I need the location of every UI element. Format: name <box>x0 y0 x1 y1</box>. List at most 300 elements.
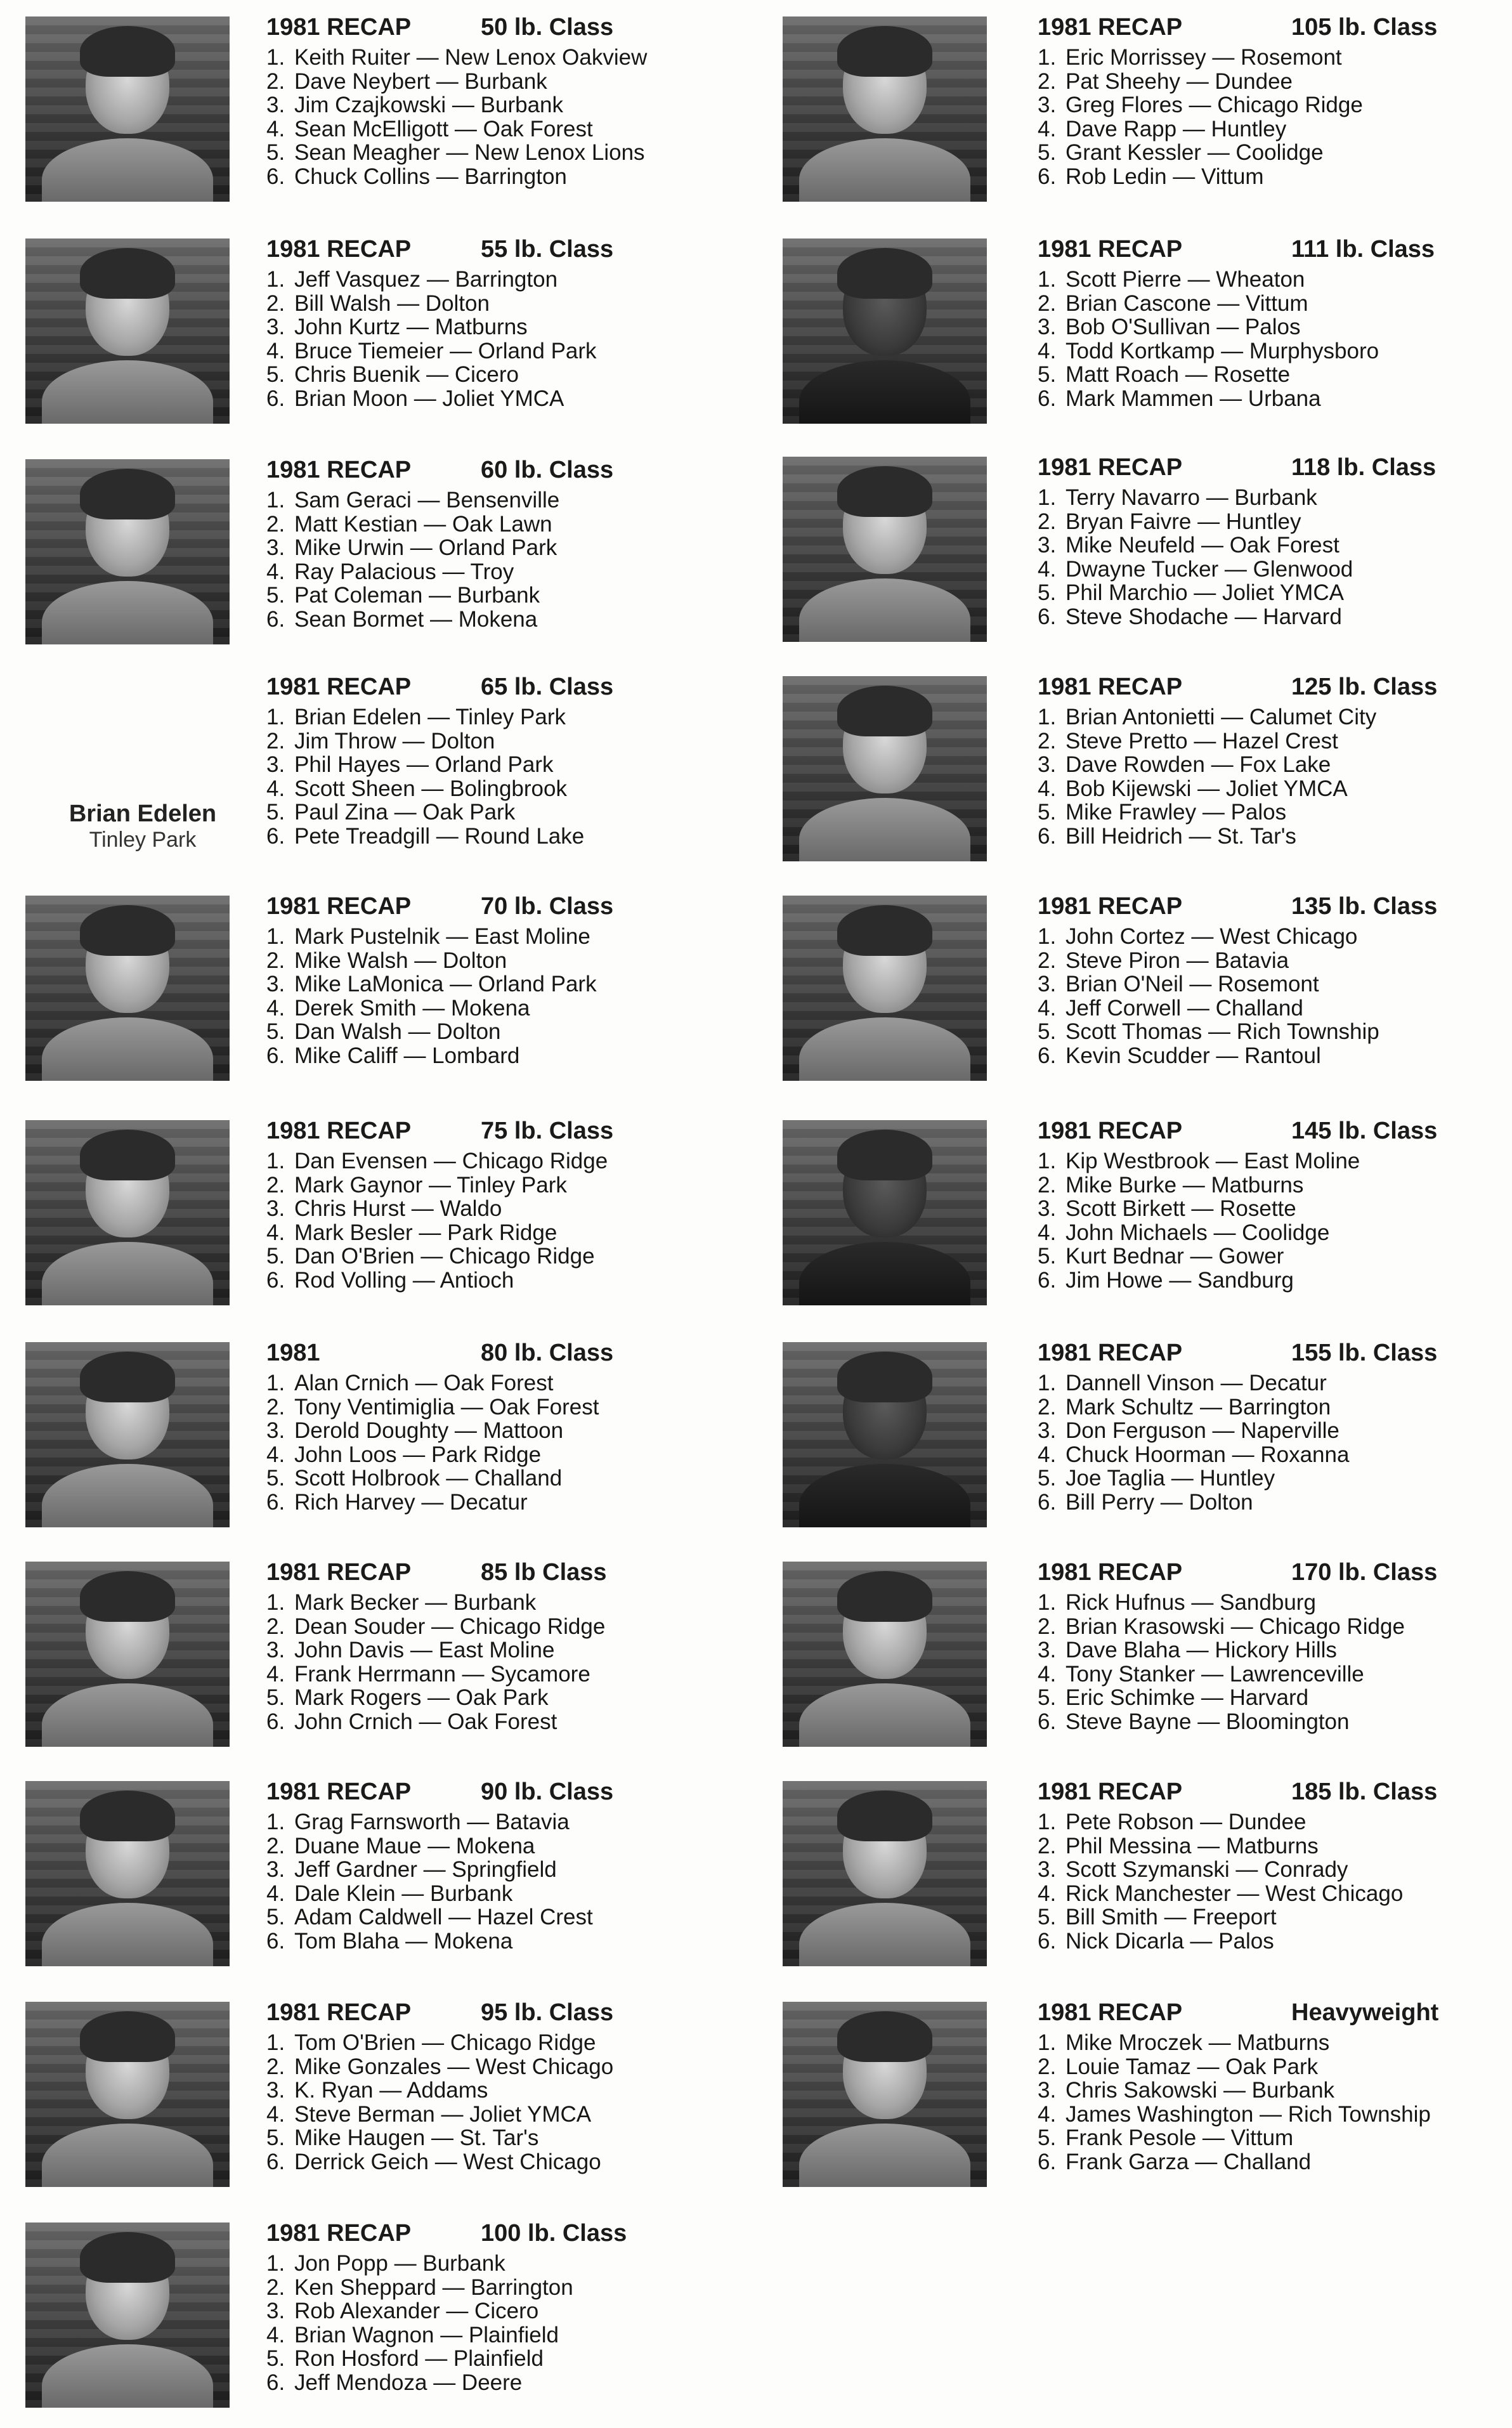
placing-row <box>1038 1905 1403 1929</box>
wrestler-photo <box>783 1562 987 1747</box>
wrestler-and-club: Steve Piron — Batavia <box>1066 948 1289 973</box>
results-text <box>266 14 647 189</box>
wrestler-and-club: Dale Klein — Burbank <box>294 1881 513 1906</box>
placings-list <box>1038 268 1379 411</box>
wrestler-photo-torso <box>42 1903 213 1966</box>
wrestler-photo-torso <box>42 1683 213 1747</box>
wrestler-and-club: Dwayne Tucker — Glenwood <box>1066 556 1353 582</box>
place-number: 5. <box>1038 362 1057 388</box>
recap-title: 1981 RECAP <box>266 1559 412 1586</box>
class-header <box>266 14 647 46</box>
wrestler-and-club: Paul Zina — Oak Park <box>294 800 516 825</box>
weight-class-label: 95 lb. Class <box>481 1999 614 2026</box>
placing-row <box>266 46 647 70</box>
results-text <box>1038 14 1438 189</box>
placing-row <box>1038 46 1363 70</box>
place-number: 2. <box>1038 948 1057 973</box>
placing-row <box>266 753 584 777</box>
placing-row <box>1038 1173 1360 1198</box>
placing-row <box>266 1395 599 1420</box>
place-number: 1. <box>266 2251 285 2276</box>
placings-list <box>1038 46 1363 189</box>
wrestler-and-club: Derold Doughty — Mattoon <box>294 1418 564 1444</box>
placings-list <box>266 2031 613 2174</box>
placing-row <box>266 1662 605 1687</box>
class-header <box>1038 1779 1438 1810</box>
wrestler-and-club: Louie Tamaz — Oak Park <box>1066 2054 1319 2079</box>
place-number: 2. <box>266 69 285 94</box>
place-number: 2. <box>266 1394 285 1420</box>
place-number: 4. <box>1038 1220 1057 1245</box>
placing-row <box>266 996 597 1021</box>
placing-row <box>266 1929 593 1954</box>
place-number: 6. <box>1038 823 1057 849</box>
place-number: 2. <box>1038 290 1057 316</box>
wrestler-and-club: Kevin Scudder — Rantoul <box>1066 1043 1321 1068</box>
right-weight-class-block <box>783 1999 1512 2202</box>
results-text <box>266 236 614 411</box>
weight-class-label: 105 lb. Class <box>1291 14 1438 41</box>
wrestler-and-club: Mike LaMonica — Orland Park <box>294 972 597 997</box>
place-number: 2. <box>266 290 285 316</box>
placing-row <box>1038 387 1379 411</box>
place-number: 3. <box>1038 533 1057 558</box>
wrestler-and-club: Brian Moon — Joliet YMCA <box>294 386 564 411</box>
placing-row <box>266 2103 613 2127</box>
placing-row <box>266 1882 593 1906</box>
placing-row <box>1038 292 1379 316</box>
place-number: 2. <box>266 1614 285 1639</box>
wrestler-and-club: Dannell Vinson — Decatur <box>1066 1371 1327 1395</box>
place-number: 1. <box>266 1149 285 1173</box>
placing-row <box>1038 825 1376 849</box>
placing-row <box>1038 1491 1349 1515</box>
wrestler-photo-hair <box>837 905 932 956</box>
place-number: 4. <box>266 1661 285 1687</box>
place-number: 1. <box>1038 2030 1057 2055</box>
wrestler-and-club: Mike Mroczek — Matburns <box>1066 2030 1330 2055</box>
recap-title: 1981 RECAP <box>1038 674 1183 700</box>
recap-title: 1981 RECAP <box>1038 454 1183 481</box>
placing-row <box>266 729 584 754</box>
wrestler-photo-hair <box>80 26 175 77</box>
placing-row <box>266 315 597 339</box>
place-number: 1. <box>266 1371 285 1395</box>
wrestler-and-club: Rod Volling — Antioch <box>294 1267 514 1293</box>
place-number: 3. <box>1038 93 1057 118</box>
place-number: 5. <box>266 1244 285 1269</box>
place-number: 3. <box>266 752 285 778</box>
right-weight-class-block <box>783 454 1512 657</box>
placing-row <box>266 2031 613 2055</box>
wrestler-and-club: Dan Walsh — Dolton <box>294 1019 501 1045</box>
place-number: 2. <box>266 511 285 537</box>
wrestler-and-club: Brian Wagnon — Plainfield <box>294 2322 559 2347</box>
place-number: 3. <box>266 93 285 118</box>
placing-row <box>1038 1443 1349 1467</box>
wrestler-and-club: Mike Califf — Lombard <box>294 1043 520 1068</box>
wrestler-photo <box>25 2222 230 2408</box>
results-text <box>1038 1779 1438 1954</box>
placing-row <box>266 1173 608 1198</box>
wrestler-photo <box>783 457 987 642</box>
class-header <box>266 1559 605 1591</box>
place-number: 3. <box>266 535 285 561</box>
place-number: 6. <box>1038 604 1057 629</box>
wrestler-and-club: Ken Sheppard — Barrington <box>294 2275 573 2300</box>
recap-title: 1981 RECAP <box>266 14 412 41</box>
recap-title: 1981 RECAP <box>266 236 412 263</box>
wrestler-and-club: Sam Geraci — Bensenville <box>294 488 560 512</box>
wrestler-and-club: Tom Blaha — Mokena <box>294 1928 513 1954</box>
place-number: 1. <box>1038 485 1057 510</box>
wrestler-and-club: Chuck Hoorman — Roxanna <box>1066 1442 1350 1467</box>
placing-row <box>1038 1882 1403 1906</box>
wrestler-and-club: Chuck Collins — Barrington <box>294 164 567 189</box>
placing-row <box>1038 1615 1405 1639</box>
class-header <box>1038 236 1435 268</box>
wrestler-and-club: Tony Stanker — Lawrenceville <box>1066 1661 1364 1687</box>
wrestler-and-club: Dave Neybert — Burbank <box>294 69 547 94</box>
place-number: 5. <box>1038 1466 1057 1491</box>
placing-row <box>266 1044 597 1068</box>
placing-row <box>1038 705 1376 729</box>
place-number: 2. <box>1038 2054 1057 2079</box>
placing-row <box>1038 2150 1431 2174</box>
wrestler-photo-hair <box>837 1791 932 1841</box>
placing-row <box>266 2371 573 2395</box>
recap-title: 1981 <box>266 1340 320 1366</box>
class-header <box>1038 454 1437 486</box>
placing-row <box>266 2347 573 2371</box>
place-number: 4. <box>266 559 285 584</box>
class-header <box>266 893 614 925</box>
wrestler-and-club: Derrick Geich — West Chicago <box>294 2149 601 2174</box>
placing-row <box>266 1615 605 1639</box>
wrestler-and-club: Rob Ledin — Vittum <box>1066 164 1264 189</box>
place-number: 6. <box>1038 1489 1057 1515</box>
placing-row <box>266 1149 608 1173</box>
placing-row <box>266 1810 593 1834</box>
wrestler-photo-hair <box>837 2011 932 2062</box>
placing-row <box>266 1197 608 1221</box>
wrestler-photo-hair <box>837 248 932 299</box>
placing-row <box>1038 800 1376 825</box>
right-weight-class-block <box>783 1118 1512 1321</box>
wrestler-and-club: Mark Pustelnik — East Moline <box>294 924 590 949</box>
placing-row <box>1038 486 1353 510</box>
wrestler-photo <box>25 2002 230 2187</box>
wrestler-and-club: John Cortez — West Chicago <box>1066 924 1358 949</box>
place-number: 3. <box>1038 315 1057 340</box>
place-number: 3. <box>266 2299 285 2324</box>
weight-class-label: 85 lb Class <box>481 1559 607 1586</box>
left-weight-class-block <box>25 1118 780 1321</box>
placings-list <box>266 488 559 632</box>
place-number: 1. <box>266 488 285 512</box>
placing-row <box>266 1905 593 1929</box>
place-number: 6. <box>266 1043 285 1068</box>
place-number: 4. <box>1038 338 1057 363</box>
placing-row <box>1038 581 1353 605</box>
results-text <box>266 1999 613 2174</box>
results-text <box>266 674 614 849</box>
wrestler-and-club: Mark Rogers — Oak Park <box>294 1685 549 1711</box>
place-number: 6. <box>266 1928 285 1954</box>
placings-list <box>266 925 597 1068</box>
place-number: 2. <box>1038 728 1057 754</box>
place-number: 6. <box>266 2149 285 2174</box>
placing-row <box>266 387 597 411</box>
class-header <box>1038 1340 1438 1371</box>
wrestler-and-club: Bill Heidrich — St. Tar's <box>1066 823 1296 849</box>
place-number: 6. <box>266 386 285 411</box>
place-number: 3. <box>1038 1638 1057 1663</box>
wrestler-photo <box>783 1342 987 1527</box>
weight-class-label: 75 lb. Class <box>481 1118 614 1144</box>
placing-row <box>266 925 597 949</box>
wrestler-and-club: Scott Thomas — Rich Township <box>1066 1019 1379 1045</box>
place-number: 3. <box>266 1418 285 1444</box>
placing-row <box>266 488 559 512</box>
placing-row <box>1038 1371 1349 1395</box>
recap-title: 1981 RECAP <box>1038 1999 1183 2026</box>
wrestler-photo <box>783 238 987 424</box>
wrestler-photo-hair <box>80 1791 175 1841</box>
place-number: 2. <box>266 1833 285 1858</box>
wrestler-photo-torso <box>42 1464 213 1527</box>
place-number: 6. <box>1038 2149 1057 2174</box>
results-text <box>266 1118 614 1293</box>
placings-list <box>266 46 647 189</box>
place-number: 4. <box>266 2322 285 2347</box>
place-number: 6. <box>266 606 285 632</box>
placing-row <box>266 1244 608 1269</box>
weight-class-label: 170 lb. Class <box>1291 1559 1438 1586</box>
wrestler-photo-torso <box>799 2124 970 2187</box>
left-weight-class-block <box>25 1779 780 1981</box>
wrestler-and-club: Jon Popp — Burbank <box>294 2251 505 2276</box>
class-header <box>266 457 614 488</box>
wrestler-photo-torso <box>42 1017 213 1081</box>
place-number: 3. <box>1038 2078 1057 2103</box>
class-header <box>266 1118 614 1149</box>
placing-row <box>266 117 647 141</box>
wrestler-and-club: Frank Pesole — Vittum <box>1066 2125 1294 2151</box>
place-number: 4. <box>266 776 285 801</box>
placing-row <box>1038 2103 1431 2127</box>
results-text <box>266 1779 614 1954</box>
placing-row <box>1038 510 1353 534</box>
wrestler-and-club: Rick Manchester — West Chicago <box>1066 1881 1404 1906</box>
placing-row <box>266 2323 573 2347</box>
wrestler-photo-torso <box>42 138 213 202</box>
place-number: 1. <box>1038 1371 1057 1395</box>
wrestler-and-club: Dave Rapp — Huntley <box>1066 116 1287 141</box>
recap-title: 1981 RECAP <box>266 2220 412 2247</box>
place-number: 4. <box>1038 1442 1057 1467</box>
placing-row <box>1038 1638 1405 1662</box>
weight-class-label: 145 lb. Class <box>1291 1118 1438 1144</box>
place-number: 2. <box>1038 1172 1057 1198</box>
wrestler-and-club: Greg Flores — Chicago Ridge <box>1066 93 1363 118</box>
recap-title: 1981 RECAP <box>266 893 412 920</box>
placings-list <box>1038 705 1376 849</box>
recap-title: 1981 RECAP <box>1038 14 1183 41</box>
place-number: 2. <box>266 948 285 973</box>
wrestler-photo-torso <box>799 1903 970 1966</box>
place-number: 6. <box>266 1489 285 1515</box>
placings-list <box>1038 1371 1349 1515</box>
place-number: 4. <box>1038 776 1057 801</box>
wrestler-photo-torso <box>799 360 970 424</box>
placing-row <box>266 1834 593 1858</box>
results-text <box>1038 236 1435 411</box>
wrestler-and-club: Scott Sheen — Bolingbrook <box>294 776 567 801</box>
wrestler-photo <box>25 1781 230 1966</box>
wrestler-and-club: Scott Birkett — Rosette <box>1066 1196 1296 1222</box>
wrestler-photo-hair <box>837 686 932 736</box>
placings-list <box>1038 925 1379 1068</box>
recap-title: 1981 RECAP <box>1038 893 1183 920</box>
wrestler-photo-hair <box>837 1130 932 1180</box>
wrestler-photo-hair <box>80 2232 175 2283</box>
class-header <box>266 1779 614 1810</box>
wrestler-and-club: Dan O'Brien — Chicago Ridge <box>294 1244 595 1269</box>
place-number: 4. <box>266 338 285 363</box>
placing-row <box>1038 2126 1431 2150</box>
wrestler-and-club: Ray Palacious — Troy <box>294 559 514 584</box>
left-weight-class-block <box>25 1559 780 1762</box>
wrestler-and-club: Bob Kijewski — Joliet YMCA <box>1066 776 1348 801</box>
place-number: 6. <box>1038 164 1057 189</box>
wrestler-and-club: Steve Pretto — Hazel Crest <box>1066 728 1338 754</box>
placing-row <box>1038 1149 1360 1173</box>
placing-row <box>266 2079 613 2103</box>
place-number: 2. <box>1038 1614 1057 1639</box>
wrestler-and-club: Brian Cascone — Vittum <box>1066 290 1308 316</box>
wrestler-photo <box>25 238 230 424</box>
place-number: 1. <box>266 267 285 292</box>
left-weight-class-block <box>25 236 780 439</box>
weight-class-label: 65 lb. Class <box>481 674 614 700</box>
wrestler-and-club: James Washington — Rich Township <box>1066 2101 1431 2127</box>
wrestler-and-club: Steve Berman — Joliet YMCA <box>294 2101 592 2127</box>
wrestler-photo-torso <box>799 138 970 202</box>
placing-row <box>266 363 597 387</box>
wrestler-and-club: Derek Smith — Mokena <box>294 995 530 1021</box>
wrestler-photo-hair <box>80 905 175 956</box>
place-number: 5. <box>1038 800 1057 825</box>
right-weight-class-block <box>783 893 1512 1096</box>
placing-row <box>266 2299 573 2323</box>
wrestler-and-club: Dave Rowden — Fox Lake <box>1066 752 1331 778</box>
wrestler-photo-torso <box>799 1017 970 1081</box>
placing-row <box>266 1269 608 1293</box>
wrestler-photo <box>783 896 987 1081</box>
place-number: 3. <box>266 1638 285 1663</box>
weight-class-label: 155 lb. Class <box>1291 1340 1438 1366</box>
place-number: 1. <box>266 1590 285 1615</box>
recap-title: 1981 RECAP <box>1038 1340 1183 1366</box>
wrestler-and-club: Mike Neufeld — Oak Forest <box>1066 533 1339 558</box>
results-text <box>1038 893 1438 1068</box>
wrestler-and-club: Nick Dicarla — Palos <box>1066 1928 1274 1954</box>
results-text <box>1038 1340 1438 1515</box>
wrestler-and-club: Brian O'Neil — Rosemont <box>1066 972 1319 997</box>
placing-row <box>1038 1269 1360 1293</box>
wrestler-photo-torso <box>42 1242 213 1305</box>
place-number: 1. <box>266 2030 285 2055</box>
weight-class-label: 111 lb. Class <box>1291 236 1435 263</box>
placings-list <box>1038 2031 1431 2174</box>
place-number: 3. <box>1038 1857 1057 1883</box>
place-number: 1. <box>1038 1149 1057 1173</box>
wrestler-and-club: Mike Haugen — St. Tar's <box>294 2125 539 2151</box>
place-number: 2. <box>266 1172 285 1198</box>
place-number: 6. <box>1038 1267 1057 1293</box>
placing-row <box>1038 533 1353 558</box>
class-header <box>1038 1559 1438 1591</box>
place-number: 6. <box>1038 1043 1057 1068</box>
placing-row <box>266 777 584 801</box>
wrestler-and-club: Tom O'Brien — Chicago Ridge <box>294 2030 596 2055</box>
wrestler-and-club: Kurt Bednar — Gower <box>1066 1244 1284 1269</box>
placings-list <box>1038 1591 1405 1734</box>
placing-row <box>266 1020 597 1044</box>
placing-row <box>1038 141 1363 165</box>
wrestler-and-club: Bruce Tiemeier — Orland Park <box>294 338 597 363</box>
placing-row <box>1038 165 1363 189</box>
place-number: 1. <box>1038 45 1057 70</box>
placing-row <box>266 512 559 537</box>
weight-class-label: 60 lb. Class <box>481 457 614 483</box>
class-header <box>266 1340 614 1371</box>
place-number: 5. <box>266 800 285 825</box>
wrestler-and-club: Jeff Gardner — Springfield <box>294 1857 557 1883</box>
placing-row <box>1038 339 1379 363</box>
wrestler-photo-hair <box>837 1571 932 1622</box>
wrestler-and-club: Dave Blaha — Hickory Hills <box>1066 1638 1337 1663</box>
placing-row <box>266 2055 613 2079</box>
results-text <box>266 1340 614 1515</box>
wrestler-and-club: Pete Robson — Dundee <box>1066 1810 1307 1834</box>
class-header <box>1038 1118 1438 1149</box>
placing-row <box>1038 1197 1360 1221</box>
placing-row <box>266 1686 605 1710</box>
wrestler-and-club: Scott Pierre — Wheaton <box>1066 267 1305 292</box>
placing-row <box>266 825 584 849</box>
wrestler-photo-hair <box>837 466 932 517</box>
placing-row <box>1038 1244 1360 1269</box>
placing-row <box>1038 972 1379 996</box>
weight-class-label: 80 lb. Class <box>481 1340 614 1366</box>
place-number: 1. <box>1038 1590 1057 1615</box>
wrestler-and-club: Scott Szymanski — Conrady <box>1066 1857 1348 1883</box>
weight-class-label: 185 lb. Class <box>1291 1779 1438 1805</box>
recap-title: 1981 RECAP <box>266 1779 412 1805</box>
place-number: 4. <box>266 116 285 141</box>
left-weight-class-block <box>25 2220 780 2423</box>
placing-row <box>1038 268 1379 292</box>
placing-row <box>1038 1591 1405 1615</box>
class-header <box>1038 14 1438 46</box>
place-number: 2. <box>1038 509 1057 534</box>
right-weight-class-block <box>783 674 1512 877</box>
place-number: 3. <box>1038 972 1057 997</box>
place-number: 6. <box>266 1709 285 1734</box>
wrestler-and-club: Joe Taglia — Huntley <box>1066 1466 1275 1491</box>
